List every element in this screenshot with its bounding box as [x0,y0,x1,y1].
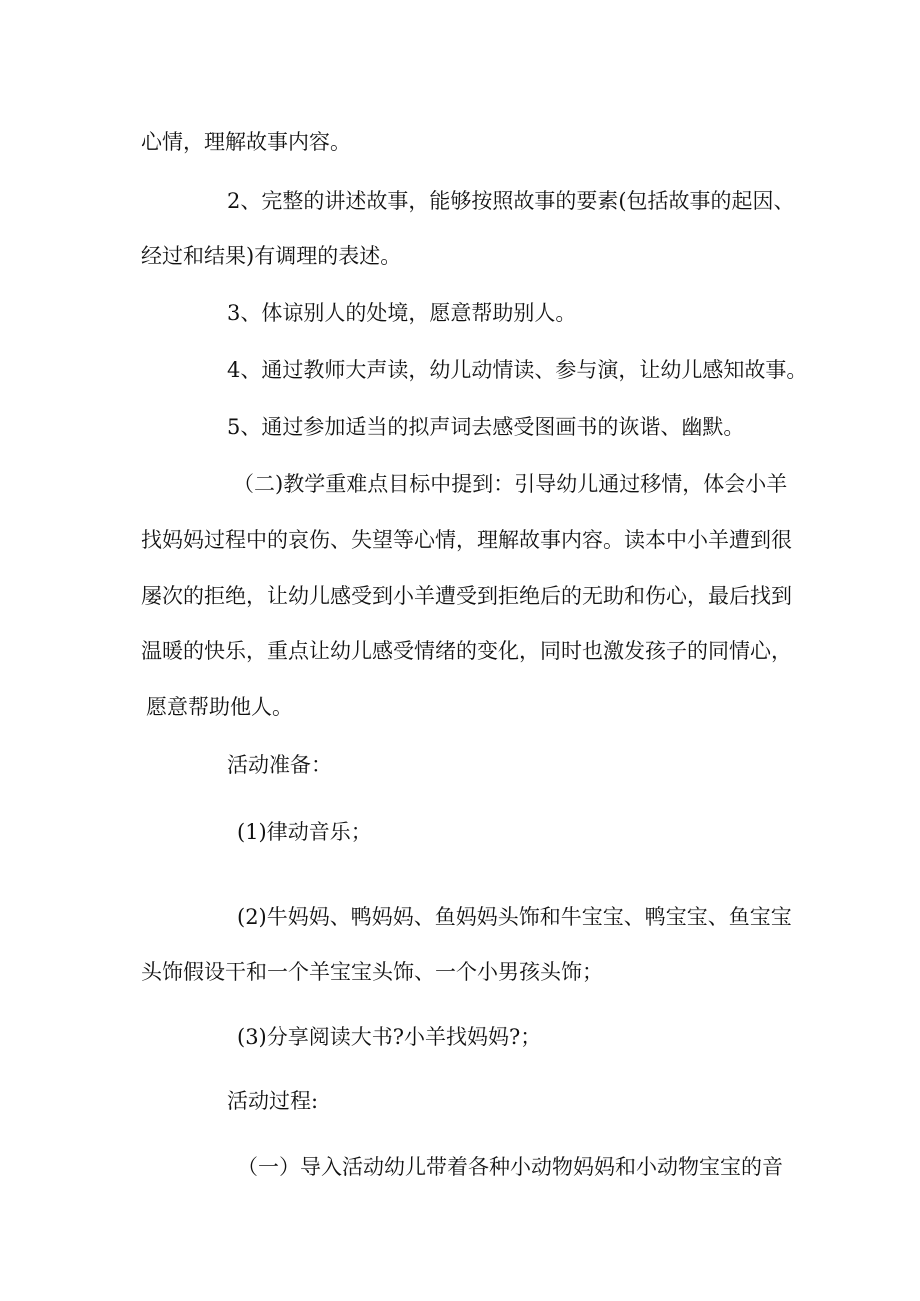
text-line: （一）导入活动幼儿带着各种小动物妈妈和小动物宝宝的音 [237,1155,783,1179]
text-line: 找妈妈过程中的哀伤、失望等心情，理解故事内容。读本中小羊遭到很 [141,528,792,552]
list-item: (2)牛妈妈、鸭妈妈、鱼妈妈头饰和牛宝宝、鸭宝宝、鱼宝宝 [237,905,792,929]
text-line: 4、通过教师大声读，幼儿动情读、参与演，让幼儿感知故事。 [227,358,808,382]
text-line: 愿意帮助他人。 [146,695,293,719]
text-line: 温暖的快乐，重点让幼儿感受情绪的变化，同时也激发孩子的同情心， [141,639,792,663]
text-line: 头饰假设干和一个羊宝宝头饰、一个小男孩头饰； [141,960,603,984]
list-item: (3)分享阅读大书?小羊找妈妈?； [237,1025,542,1049]
text-line: 经过和结果)有调理的表述。 [141,244,402,268]
text-line: 2、完整的讲述故事，能够按照故事的要素(包括故事的起因、 [227,189,795,213]
section-heading: 活动过程: [227,1089,319,1113]
text-line: 3、体谅别人的处境，愿意帮助别人。 [227,301,577,325]
text-line: （二)教学重难点目标中提到：引导幼儿通过移情，体会小羊 [233,472,788,496]
text-line: 心情，理解故事内容。 [141,130,351,154]
list-item: (1)律动音乐； [237,820,372,844]
section-heading: 活动准备： [227,753,332,777]
text-line: 5、通过参加适当的拟声词去感受图画书的诙谐、幽默。 [227,415,745,439]
text-line: 屡次的拒绝，让幼儿感受到小羊遭受到拒绝后的无助和伤心，最后找到 [141,584,792,608]
